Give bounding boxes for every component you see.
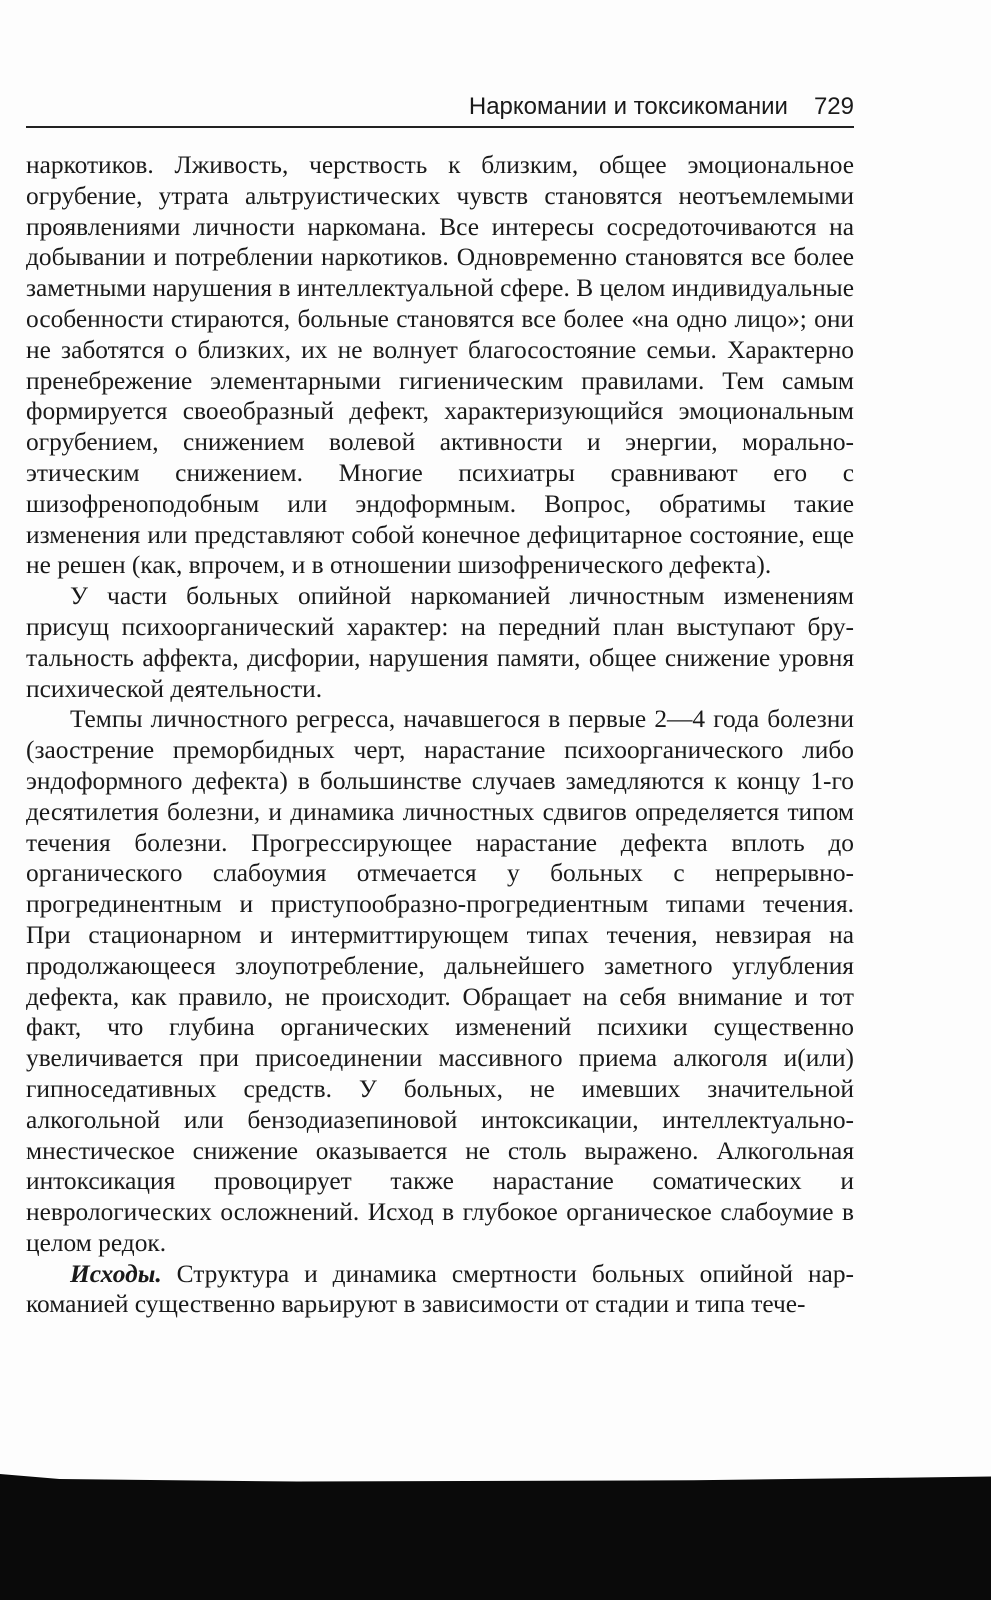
scan-edge-shadow [0,1474,991,1600]
paragraph-outcomes [26,1259,854,1321]
paragraph-continuation: наркотиков. Лживость, черствость к близким, общее эмоциональное огрубение, утрата альтруистических чувств становятся неотъемлемыми проявлениями личности наркомана. Все интересы сосредоточиваются на добывании и потреблении наркотиков. Одновременно становятся все более заметными нарушения в интеллектуальной сфере. В целом индивидуальные особенности стираются, больные становятся все более «на одно лицо»; они не заботятся о близких, их не волнует благосостояние семьи. Характерно пренебрежение элементарными гигиеническим правилами. Тем самым формируется своеобразный дефект, характеризующийся эмоциональным огрубением, снижением волевой активности и энергии, морально-этическим снижением. Многие психиатры сравнивают его с шизофреноподобным или эндоформным. Вопрос, обратимы такие изменения или представляют собой конечное дефицитарное состояние, еще не решен (как, впрочем, и в отношении шизофренического дефекта). [26,151,854,580]
paragraph-regression: Темпы личностного регресса, начавшегося в первые 2—4 года болезни (заострение преморбидных черт, нарастание психоорганического либо эндоформного дефекта) в большинстве случаев замедляются к концу 1-го десятилетия болезни, и динамика личностных сдвигов определяется типом течения болезни. Прогрессирующее нарастание дефекта вплоть до органического слабоумия отмечается у больных с непрерывно-прогрединентным и приступообразно-прогредиентным типами течения. При стационарном и интермиттирующем типах течения, невзирая на продолжающееся злоупотребление, дальнейшего заметного углубления дефекта, как правило, не происходит. Обращает на себя внимание и тот факт, что глубина органических изменений психики существенно увеличивается при присоединении массивного приема алкоголя и(или) гипноседативных средств. У больных, не имевших значительной алкогольной или бензодиазепиновой интоксикации, интеллектуально-мнестическое снижение оказывается не столь выражено. Алкогольная интоксикация провоцирует также нарастание соматических и неврологических осложнений. Исход в глубокое органическое слабоумие в целом редок. [26,705,854,1257]
paragraph-outcomes-text: Структура и динамика смертности больных опийной наркоманией существенно варьируют в зависимости от стадии и типа тече- [26,1259,854,1319]
run-in-heading-outcomes: Исходы. [70,1259,162,1288]
page-number: 729 [813,93,854,120]
body-text [26,150,854,1320]
paragraph-psychoorganic: У части больных опийной наркоманией личностным изменениям присущ психоорганический характер: на передний план выступают брутальность аффекта, дисфории, нарушения памяти, общее снижение уровня психической деятельности. [26,582,854,703]
running-header-title: Наркомании и токсикомании [468,93,788,120]
running-header [26,92,854,128]
